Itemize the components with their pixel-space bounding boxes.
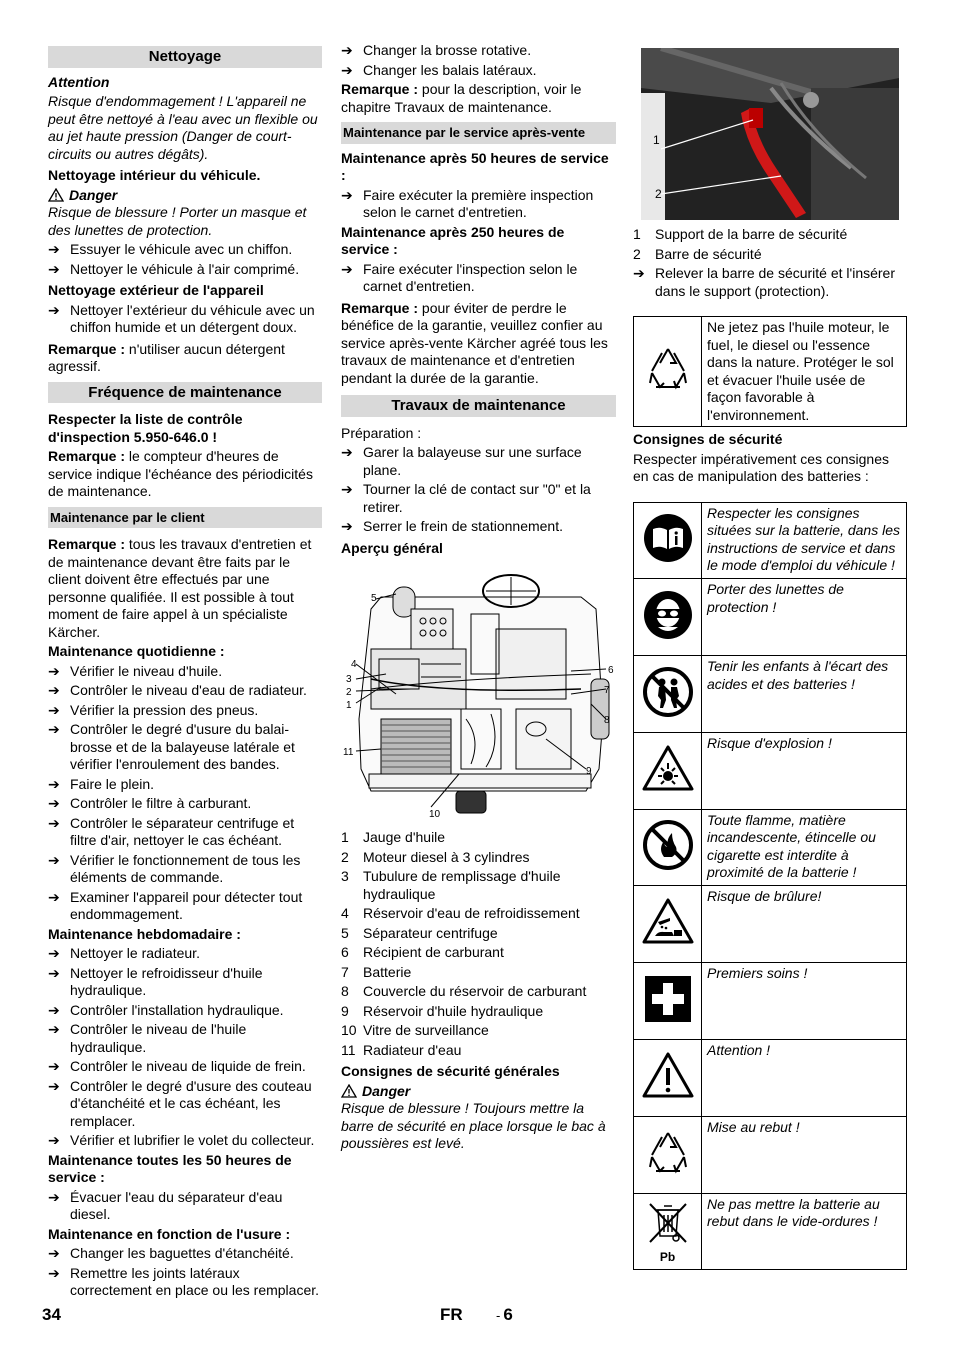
list-item: ➔ Garer la balayeuse sur une surface plane. (341, 444, 582, 478)
list-item: ➔ Nettoyer le radiateur. (48, 945, 200, 961)
safety-row (634, 732, 907, 809)
safety-text: Respecter les consignes situées sur la batterie, dans les instructions de service et dans le mode d'emploi du véhicule ! (702, 502, 907, 579)
subsection-title-apv: Maintenance par le service après-vente (341, 122, 616, 144)
recycle-icon (634, 1116, 702, 1193)
figure-label: 10 (429, 809, 441, 820)
legend-item: 8 Couvercle du réservoir de carburant (341, 983, 587, 999)
list-item: ➔ Changer les balais latéraux. (341, 61, 537, 78)
list-item: ➔ Nettoyer le véhicule à l'air comprimé. (48, 260, 300, 277)
language-code: FR (440, 1305, 463, 1324)
remark: Remarque : le compteur d'heures de service indique l'échéance des périodicités de maintenance. (48, 448, 313, 499)
safety-row (634, 1116, 907, 1193)
legend-item: 7 Batterie (341, 963, 412, 980)
list-item: ➔ Essuyer le véhicule avec un chiffon. (48, 241, 293, 257)
safety-row (634, 963, 907, 1040)
list-item: ➔ Contrôler le filtre à carburant. (48, 795, 252, 811)
list-item: ➔ Faire exécuter la première inspection selon le carnet d'entretien. (341, 186, 594, 220)
safety-bar-photo (641, 48, 899, 220)
legend-item: 4 Réservoir d'eau de refroidissement (341, 905, 580, 921)
no-bin-pb-icon (634, 1193, 702, 1270)
photo-label: 2 (655, 187, 662, 201)
danger-warning: Danger (341, 1083, 616, 1101)
general-safety-title: Consignes de sécurité générales (341, 1063, 560, 1079)
legend-item: 3 Tubulure de remplissage d'huile hydraulique (341, 868, 561, 902)
list-item: ➔ Nettoyer l'extérieur du véhicule avec un chiffon humide et un détergent doux. (48, 301, 315, 335)
no-children-icon (634, 656, 702, 733)
goggles-icon (634, 579, 702, 656)
wear-title: Maintenance en fonction de l'usure : (48, 1225, 291, 1242)
legend-item: 2 Moteur diesel à 3 cylindres (341, 848, 530, 865)
safety-row (634, 1040, 907, 1117)
danger-text: Risque de blessure ! Toujours mettre la barre de sécurité en place lorsque le bac à poussières est levé. (341, 1100, 606, 1151)
section-title-travaux: Travaux de maintenance (341, 395, 616, 417)
list-item: ➔ Tourner la clé de contact sur "0" et la retirer. (341, 481, 591, 515)
list-item: ➔ Faire le plein. (48, 775, 155, 792)
attention-label: Attention (48, 73, 110, 90)
safety-row (634, 656, 907, 733)
safety-title: Consignes de sécurité (633, 431, 783, 447)
list-item: ➔ Vérifier le niveau d'huile. (48, 662, 223, 679)
figure-label: 7 (604, 685, 610, 696)
subsection-title-client: Maintenance par le client (48, 507, 322, 529)
legend-item: 1 Jauge d'huile (341, 829, 446, 845)
safety-row (634, 502, 907, 579)
list-item: ➔ Contrôler le degré d'usure des couteau d'étanchéité et le cas échéant, les remplacer. (48, 1077, 312, 1129)
safety-text: Risque de brûlure! (702, 886, 907, 963)
page-footer (0, 1306, 954, 1330)
list-item: ➔ Contrôler le niveau d'eau de radiateur. (48, 682, 307, 698)
legend-item: 1 Support de la barre de sécurité (633, 226, 848, 242)
environment-notice (633, 316, 907, 427)
figure-label: 3 (346, 674, 352, 685)
h250-title: Maintenance après 250 heures de service : (341, 223, 565, 257)
list-item: ➔ Évacuer l'eau du séparateur d'eau diesel. (48, 1188, 283, 1222)
safety-text: Risque d'explosion ! (702, 732, 907, 809)
safety-text: Toute flamme, matière incandescente, étincelle ou cigarette est interdite à proximité de la batterie ! (702, 809, 907, 886)
list-item: ➔ Contrôler le niveau de l'huile hydraulique. (48, 1021, 247, 1055)
recycle-icon (634, 317, 702, 427)
legend-item: 6 Récipient de carburant (341, 944, 504, 960)
explosion-icon (634, 732, 702, 809)
safety-text: Porter des lunettes de protection ! (702, 579, 907, 656)
list-item: ➔ Vérifier le fonctionnement de tous les éléments de commande. (48, 851, 301, 885)
battery-safety-table (633, 502, 907, 1271)
figure-label: 6 (608, 665, 614, 676)
corrosive-icon (634, 886, 702, 963)
machine-drawing (341, 569, 616, 821)
legend-item: 10 Vitre de surveillance (341, 1022, 489, 1038)
warning-triangle-icon (341, 1084, 357, 1098)
manual-icon (634, 502, 702, 579)
checklist-note: Respecter la liste de contrôle d'inspection 5.950-646.0 ! (48, 411, 243, 445)
section-title-frequence: Fréquence de maintenance (48, 382, 322, 404)
photo-label: 1 (653, 133, 660, 147)
h50-title: Maintenance toutes les 50 heures de service : (48, 1151, 292, 1185)
list-item: ➔ Vérifier la pression des pneus. (48, 701, 259, 718)
remark: Remarque : pour la description, voir le chapitre Travaux de maintenance. (341, 81, 582, 115)
list-item: ➔ Examiner l'appareil pour détecter tout endommagement. (48, 888, 303, 922)
remark: Remarque : pour éviter de perdre le bénéfice de la garantie, veuillez confier au service après-vente Kärcher agréé tous les travaux de maintenance et d'entretien pendant la durée de la garantie. (341, 299, 608, 386)
figure-label: 8 (604, 715, 610, 726)
safety-text: Ne pas mettre la batterie au rebut dans le vide-ordures ! (702, 1193, 907, 1270)
safety-row (634, 1193, 907, 1270)
safety-intro: Respecter impérativement ces consignes en cas de manipulation des batteries : (633, 450, 890, 484)
page-number: 34 (42, 1305, 61, 1324)
list-item: ➔ Contrôler le degré d'usure du balai-brosse et de la balayeuse latérale et vérifier l'enroulement des bandes. (48, 721, 295, 772)
safety-text: Mise au rebut ! (702, 1116, 907, 1193)
list-item: ➔ Changer la brosse rotative. (341, 42, 532, 58)
danger-warning: Danger (48, 187, 322, 205)
overview-title: Aperçu général (341, 539, 443, 556)
first-aid-icon (634, 963, 702, 1040)
list-item: ➔ Serrer le frein de stationnement. (341, 518, 563, 534)
figure-label: 4 (351, 659, 357, 670)
list-item: ➔ Vérifier et lubrifier le volet du collecteur. (48, 1132, 315, 1148)
column-1 (48, 42, 322, 1302)
interior-title: Nettoyage intérieur du véhicule. (48, 167, 261, 183)
list-item: ➔ Contrôler le niveau de liquide de frein. (48, 1058, 306, 1074)
list-item: ➔ Changer les baguettes d'étanchéité. (48, 1245, 294, 1261)
remark: Remarque : tous les travaux d'entretien et de maintenance devant être faits par le client doivent être effectués par une personne qualifiée. Il est possible à tout moment de faire appel à un spécialiste Kärcher. (48, 536, 312, 640)
daily-title: Maintenance quotidienne : (48, 643, 225, 659)
safety-text: Tenir les enfants à l'écart des acides et des batteries ! (702, 656, 907, 733)
column-2 (341, 42, 616, 1155)
safety-row (634, 886, 907, 963)
weekly-title: Maintenance hebdomadaire : (48, 925, 241, 942)
figure-label: 2 (346, 687, 352, 698)
exterior-title: Nettoyage extérieur de l'appareil (48, 282, 264, 298)
section-title-nettoyage: Nettoyage (48, 46, 322, 68)
danger-text: Risque de blessure ! Porter un masque et des lunettes de protection. (48, 204, 307, 238)
warning-icon (634, 1040, 702, 1117)
figure-label: 9 (586, 766, 592, 777)
environment-text: Ne jetez pas l'huile moteur, le fuel, le diesel ou l'essence dans la nature. Protéger le sol et évacuer l'huile usée de façon favorable à l'environnement. (702, 317, 907, 427)
legend-item: 2 Barre de sécurité (633, 245, 762, 262)
safety-row (634, 579, 907, 656)
list-item: ➔ Relever la barre de sécurité et l'insérer dans le support (protection). (633, 265, 896, 299)
legend-item: 9 Réservoir d'huile hydraulique (341, 1002, 544, 1019)
figure-label: 1 (346, 700, 352, 711)
list-item: ➔ Contrôler le séparateur centrifuge et filtre d'air, nettoyer le cas échéant. (48, 814, 295, 848)
attention-text: Risque d'endommagement ! L'appareil ne peut être nettoyé à l'eau avec un flexible ou au jet haute pression (Danger de court-circuits ou autres dégâts). (48, 93, 318, 162)
legend-item: 5 Séparateur centrifuge (341, 924, 498, 941)
figure-label: 11 (343, 747, 354, 758)
no-flame-icon (634, 809, 702, 886)
prep-label: Préparation : (341, 424, 422, 441)
column-3 (633, 48, 907, 1270)
safety-row (634, 809, 907, 886)
figure-label: 5 (371, 593, 377, 604)
remark: Remarque : n'utiliser aucun détergent agressif. (48, 340, 285, 374)
list-item: ➔ Contrôler l'installation hydraulique. (48, 1001, 284, 1018)
machine-overview-figure (341, 569, 616, 821)
safety-text: Attention ! (702, 1040, 907, 1117)
list-item: ➔ Faire exécuter l'inspection selon le carnet d'entretien. (341, 260, 578, 294)
list-item: ➔ Nettoyer le refroidisseur d'huile hydraulique. (48, 964, 263, 998)
list-item: ➔ Remettre les joints latéraux correctement en place ou les remplacer. (48, 1264, 320, 1298)
sub-page-number: - 6 (496, 1305, 513, 1324)
pb-label: Pb (659, 1249, 676, 1264)
h50-title: Maintenance après 50 heures de service : (341, 149, 609, 183)
warning-triangle-icon (48, 188, 64, 202)
legend-item: 11 Radiateur d'eau (341, 1041, 462, 1058)
safety-text: Premiers soins ! (702, 963, 907, 1040)
